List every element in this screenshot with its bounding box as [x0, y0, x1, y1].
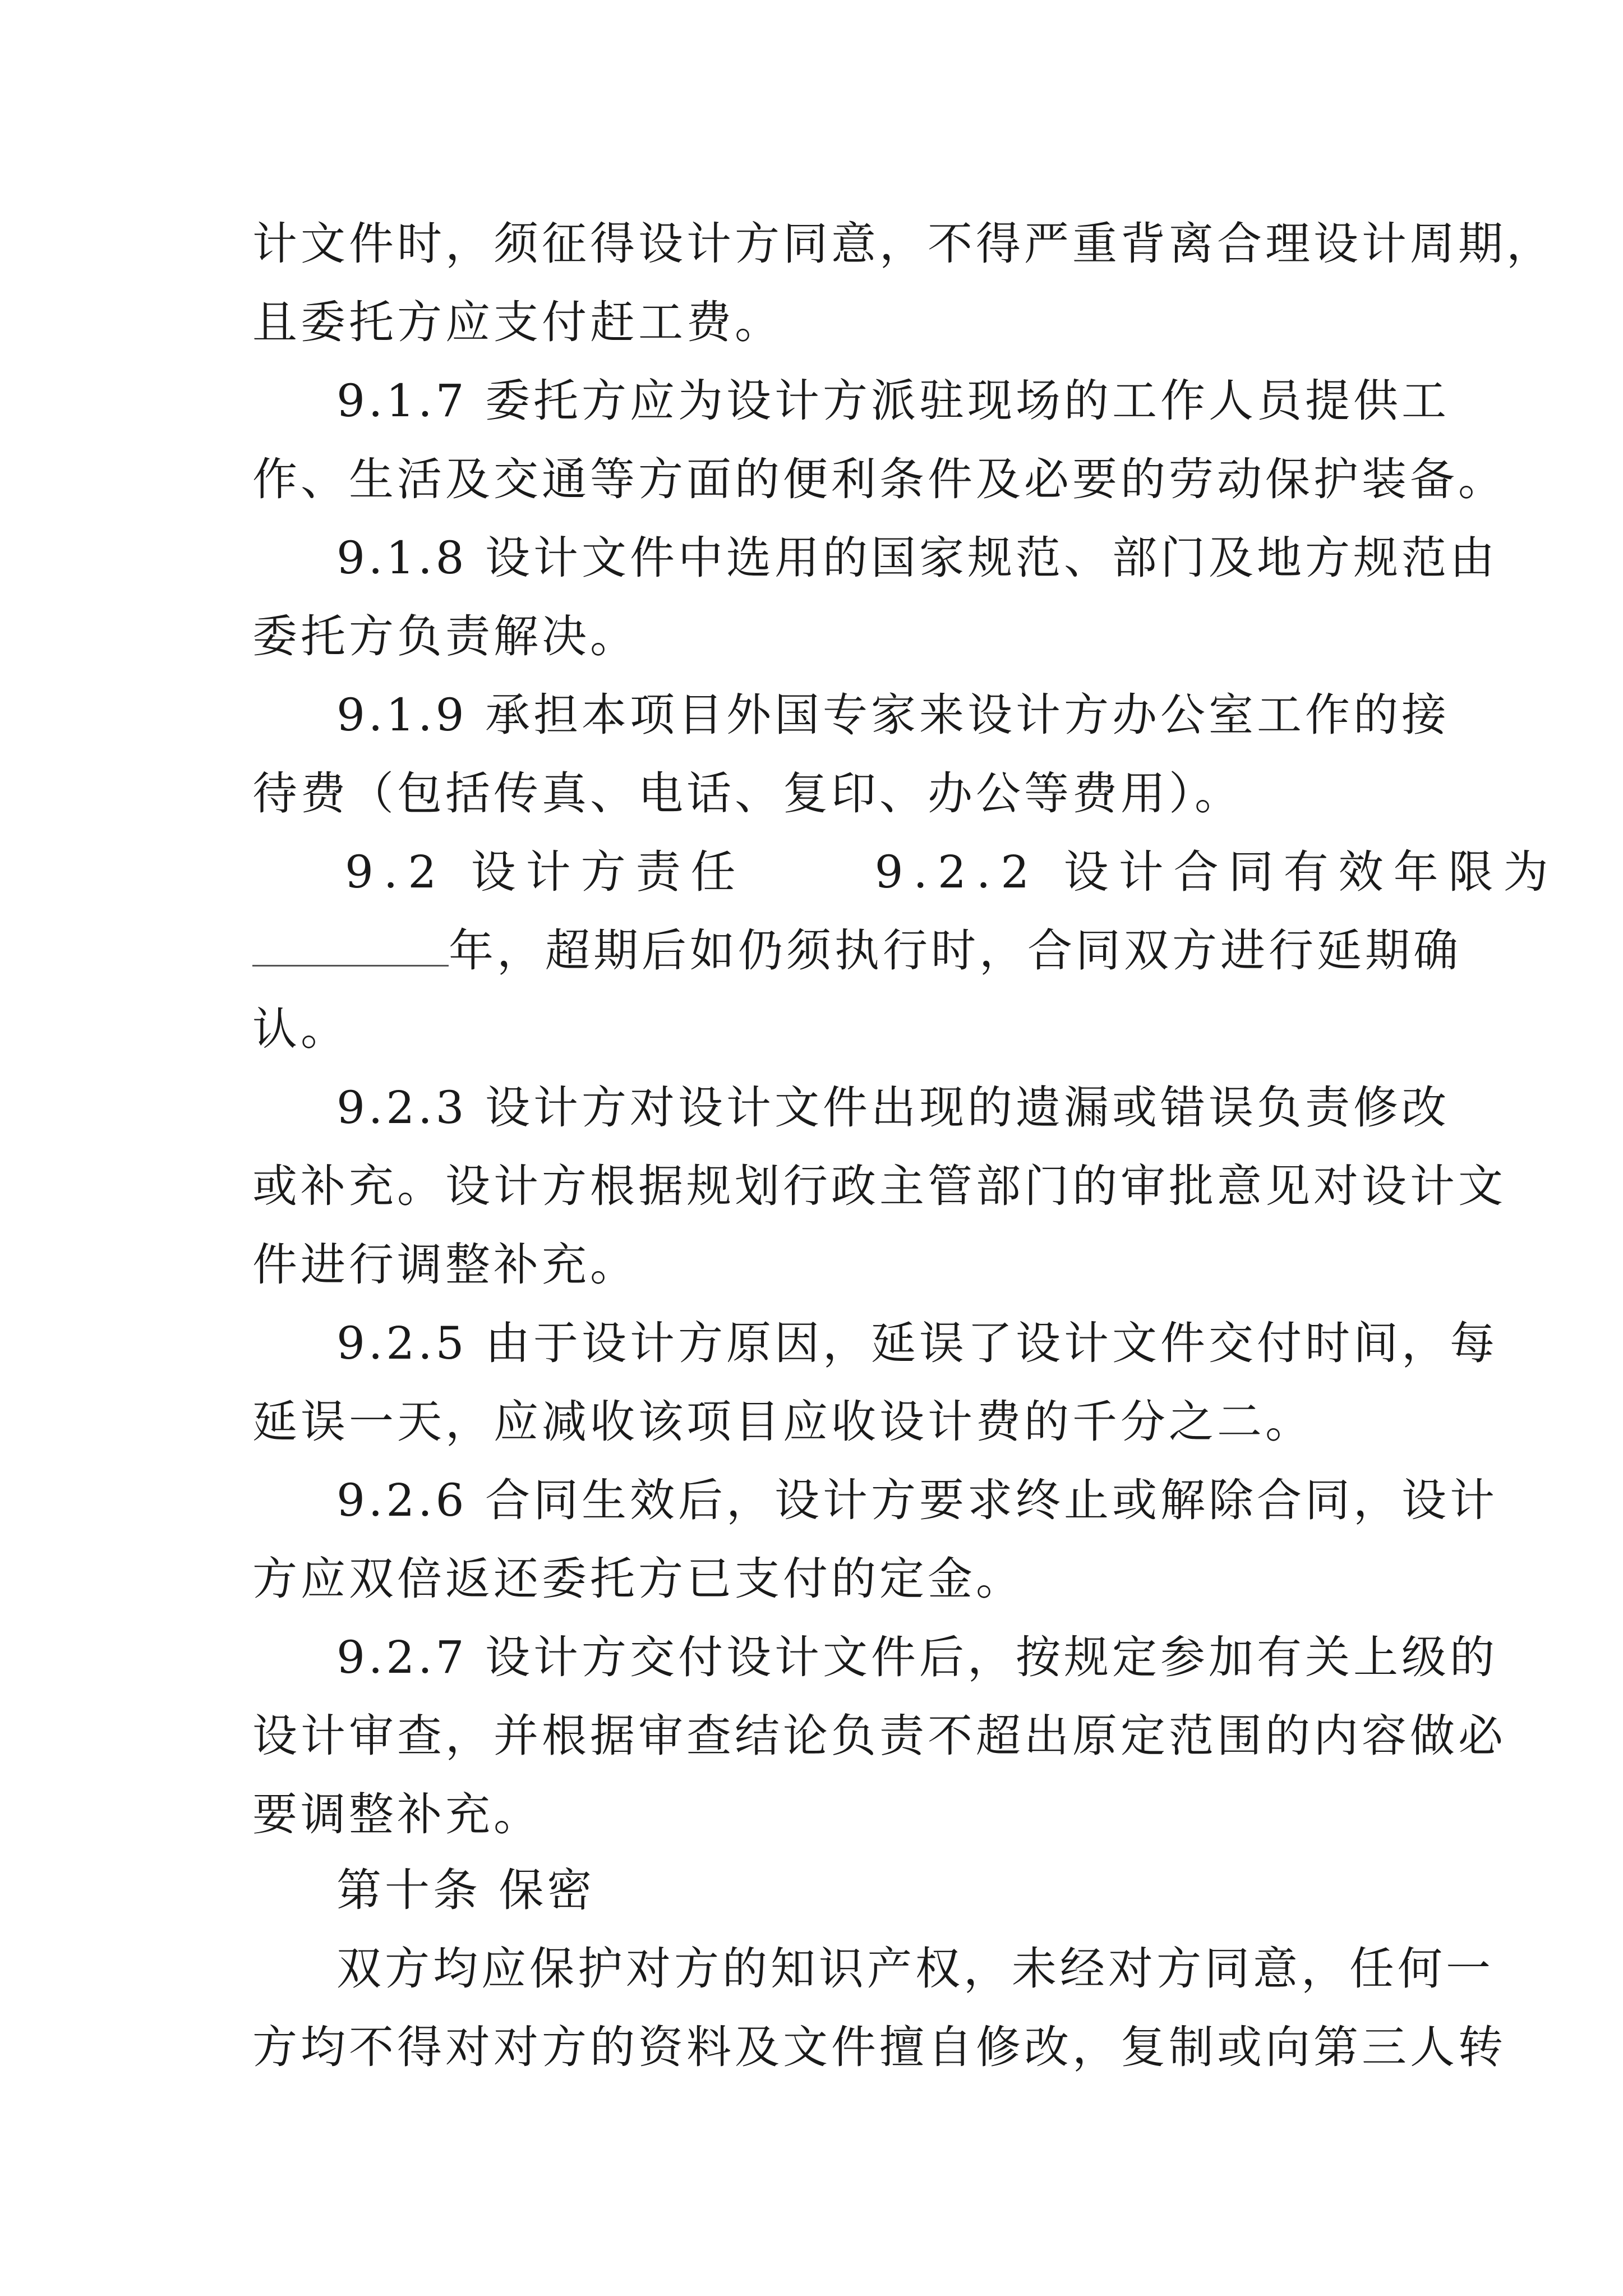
- clause-9-1-8: 9.1.8 设计文件中选用的国家规范、部门及地方规范由: [336, 532, 1498, 584]
- text-line: 件进行调整补充。: [252, 1239, 638, 1291]
- text-line: [252, 912, 1461, 990]
- text-line: 或补充。设计方根据规划行政主管部门的审批意见对设计文: [252, 1160, 1506, 1212]
- text-line: 方应双倍返还委托方已支付的定金。: [252, 1553, 1024, 1605]
- clause-9-2-2: 9.2.2 设计合同有效年限为: [874, 846, 1559, 898]
- article-10-heading: 第十条 保密: [336, 1864, 596, 1916]
- text-line: 计文件时，须征得设计方同意，不得严重背离合理设计周期，: [252, 218, 1555, 270]
- text-line: 且委托方应支付赶工费。: [252, 296, 783, 348]
- text-line: 作、生活及交通等方面的便利条件及必要的劳动保护装备。: [252, 453, 1506, 505]
- text-line: 委托方负责解决。: [252, 610, 638, 662]
- text-line: 待费（包括传真、电话、复印、办公等费用）。: [252, 767, 1243, 820]
- text-segment: 年，超期后如仍须执行时，合同双方进行延期确: [449, 924, 1461, 977]
- text-line: 要调整补充。: [252, 1788, 542, 1841]
- section-heading-9-2: [345, 833, 1559, 912]
- confidentiality-clause: 双方均应保护对方的知识产权，未经对方同意，任何一: [336, 1943, 1494, 1995]
- section-title: 9.2 设计方责任: [345, 846, 746, 898]
- fill-in-blank: [252, 912, 449, 967]
- text-line: 延误一天，应减收该项目应收设计费的千分之二。: [252, 1396, 1313, 1448]
- text-line: 设计审查，并根据审查结论负责不超出原定范围的内容做必: [252, 1710, 1506, 1762]
- clause-9-1-9: 9.1.9 承担本项目外国专家来设计方办公室工作的接: [336, 689, 1450, 741]
- text-line: 方均不得对对方的资料及文件擅自修改，复制或向第三人转: [252, 2021, 1506, 2073]
- clause-9-2-5: 9.2.5 由于设计方原因，延误了设计文件交付时间，每: [336, 1317, 1498, 1369]
- clause-9-1-7: 9.1.7 委托方应为设计方派驻现场的工作人员提供工: [336, 375, 1450, 427]
- clause-9-2-6: 9.2.6 合同生效后，设计方要求终止或解除合同，设计: [336, 1474, 1498, 1526]
- clause-9-2-3: 9.2.3 设计方对设计文件出现的遗漏或错误负责修改: [336, 1082, 1450, 1134]
- clause-9-2-7: 9.2.7 设计方交付设计文件后，按规定参加有关上级的: [336, 1631, 1498, 1683]
- text-line: 认。: [252, 1003, 349, 1055]
